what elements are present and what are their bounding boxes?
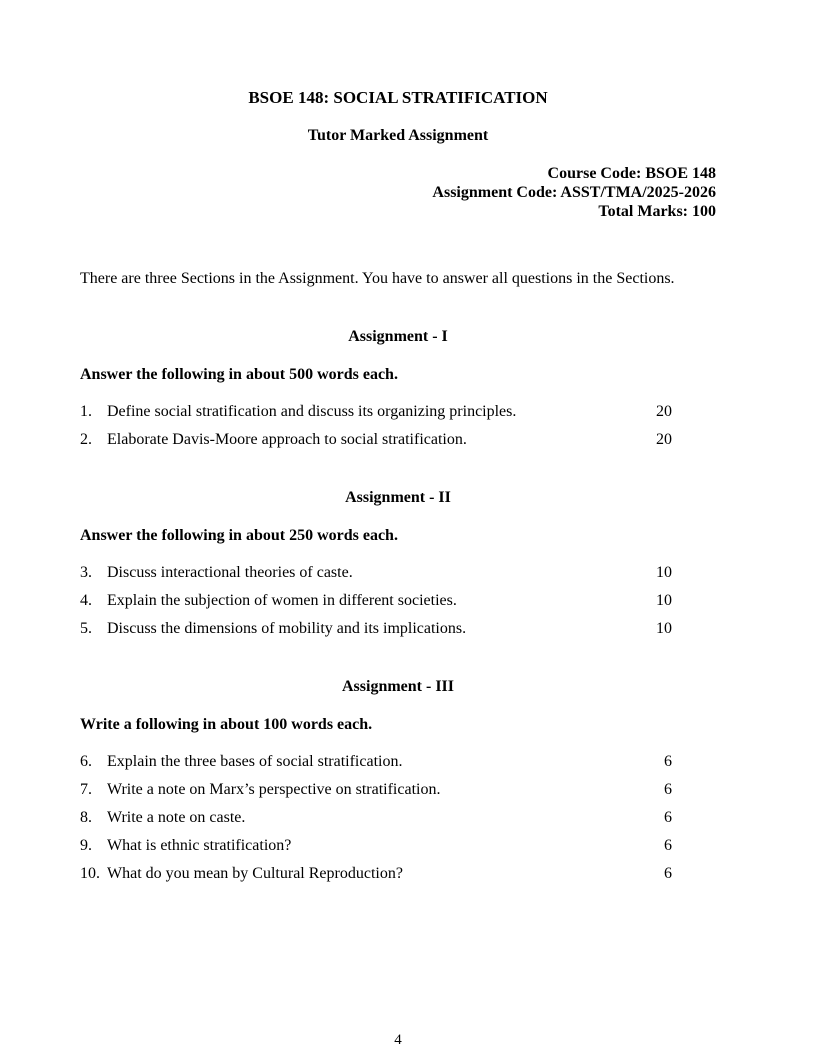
assignment-code: Assignment Code: ASST/TMA/2025-2026 (432, 184, 716, 201)
assignment-section (80, 327, 716, 449)
assignment-section (80, 488, 716, 638)
section-instruction: Write a following in about 100 words each. (80, 716, 373, 733)
total-marks: Total Marks: 100 (598, 203, 716, 220)
question-text: Explain the subjection of women in different societies. (107, 592, 457, 609)
question-text: Write a note on Marx’s perspective on stratification. (107, 781, 441, 798)
question-text: What do you mean by Cultural Reproduction? (107, 865, 403, 882)
question-number: 2. (80, 431, 92, 448)
question-row (80, 591, 716, 610)
question-row (80, 836, 716, 855)
question-marks: 10 (656, 592, 672, 609)
question-row (80, 619, 716, 638)
page-number: 4 (394, 1032, 402, 1048)
question-row (80, 864, 716, 883)
question-row (80, 752, 716, 771)
question-marks: 10 (656, 620, 672, 637)
question-number: 10. (80, 865, 100, 882)
section-instruction: Answer the following in about 250 words each. (80, 527, 398, 544)
question-text: Write a note on caste. (107, 809, 246, 826)
question-text: Explain the three bases of social stratification. (107, 753, 403, 770)
course-code: Course Code: BSOE 148 (547, 165, 716, 182)
question-marks: 20 (656, 431, 672, 448)
question-list (80, 563, 716, 638)
question-row (80, 402, 716, 421)
question-number: 8. (80, 809, 92, 826)
question-row (80, 563, 716, 582)
question-marks: 6 (664, 837, 672, 854)
question-row (80, 780, 716, 799)
section-heading: Assignment - II (345, 489, 451, 506)
question-text: Define social stratification and discuss its organizing principles. (107, 403, 517, 420)
question-number: 1. (80, 403, 92, 420)
question-number: 4. (80, 592, 92, 609)
intro-paragraph: There are three Sections in the Assignment. You have to answer all questions in the Sections. (80, 270, 675, 287)
question-marks: 6 (664, 809, 672, 826)
page-title: BSOE 148: SOCIAL STRATIFICATION (248, 88, 548, 107)
question-list (80, 402, 716, 449)
question-number: 3. (80, 564, 92, 581)
question-marks: 6 (664, 865, 672, 882)
page-subtitle: Tutor Marked Assignment (307, 127, 489, 144)
meta-block (80, 164, 716, 221)
question-text: What is ethnic stratification? (107, 837, 292, 854)
question-marks: 20 (656, 403, 672, 420)
question-marks: 6 (664, 781, 672, 798)
question-text: Elaborate Davis-Moore approach to social stratification. (107, 431, 467, 448)
assignment-section (80, 677, 716, 883)
question-number: 5. (80, 620, 92, 637)
question-list (80, 752, 716, 883)
question-number: 7. (80, 781, 92, 798)
question-marks: 10 (656, 564, 672, 581)
sections (80, 327, 716, 883)
section-heading: Assignment - I (348, 328, 448, 345)
question-row (80, 808, 716, 827)
question-marks: 6 (664, 753, 672, 770)
question-row (80, 430, 716, 449)
question-text: Discuss interactional theories of caste. (107, 564, 353, 581)
question-number: 6. (80, 753, 92, 770)
question-number: 9. (80, 837, 92, 854)
question-text: Discuss the dimensions of mobility and its implications. (107, 620, 467, 637)
section-heading: Assignment - III (341, 678, 454, 695)
section-instruction: Answer the following in about 500 words each. (80, 366, 398, 383)
